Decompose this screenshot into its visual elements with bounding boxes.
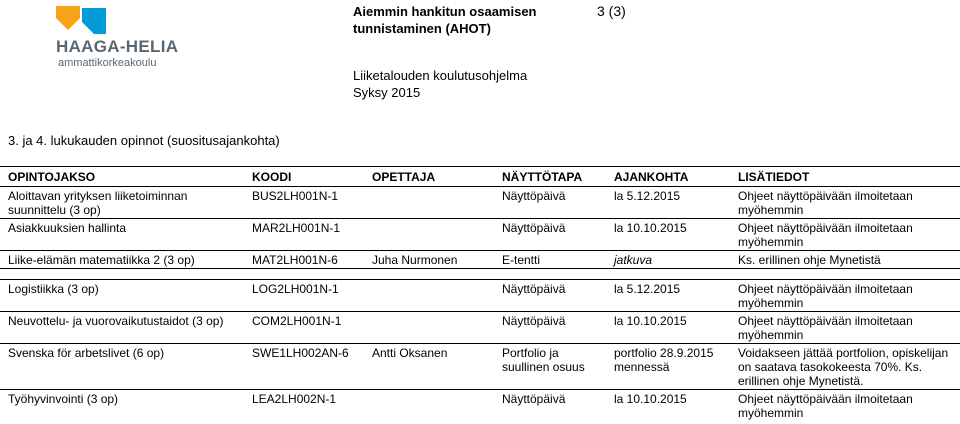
info: Ohjeet näyttöpäivään ilmoitetaan myöhemmin: [730, 187, 960, 219]
course-code: BUS2LH001N-1: [244, 187, 364, 219]
course-name: Logistiikka (3 op): [0, 280, 244, 312]
table-row: [0, 219, 960, 251]
course-name: Työhyvinvointi (3 op): [8, 392, 119, 406]
program-info: [353, 67, 527, 101]
logo-subtitle: ammattikorkeakoulu: [58, 57, 157, 69]
method: Näyttöpäivä: [494, 280, 606, 312]
program-name: Liiketalouden koulutusohjelma: [353, 68, 528, 83]
info: Ohjeet näyttöpäivään ilmoitetaan myöhemmin: [730, 280, 960, 312]
table-header-row: [0, 167, 960, 187]
logo-mark-icon: [52, 4, 122, 38]
method: Portfolio ja suullinen osuus: [494, 344, 606, 390]
header-course: OPINTOJAKSO: [0, 167, 244, 187]
method: Näyttöpäivä: [494, 187, 606, 219]
page-number: 3 (3): [597, 3, 626, 19]
course-name: Asiakkuuksien hallinta: [0, 219, 244, 251]
course-code: COM2LH001N-1: [244, 312, 364, 344]
header-code: KOODI: [244, 167, 364, 187]
course-code: MAT2LH001N-6: [244, 251, 364, 269]
table-row: [0, 344, 960, 390]
header-info: LISÄTIEDOT: [730, 167, 960, 187]
table-spacer-row: [0, 269, 960, 280]
teacher: [364, 280, 494, 312]
info: Ks. erillinen ohje Mynetistä: [730, 251, 960, 269]
course-code: LOG2LH001N-1: [244, 280, 364, 312]
time: la 5.12.2015: [606, 280, 730, 312]
info: Ohjeet näyttöpäivään ilmoitetaan myöhemmin: [730, 219, 960, 251]
teacher: [364, 187, 494, 219]
table-row: [0, 312, 960, 344]
course-name: Aloittavan yrityksen liiketoiminnan suunnittelu (3 op): [0, 187, 244, 219]
teacher: [364, 312, 494, 344]
method: Näyttöpäivä: [494, 219, 606, 251]
time: jatkuva: [606, 251, 730, 269]
time: la 10.10.2015: [606, 312, 730, 344]
table-row: [0, 280, 960, 312]
course-code: SWE1LH002AN-6: [244, 344, 364, 390]
method: E-tentti: [494, 251, 606, 269]
section-title: 3. ja 4. lukukauden opinnot (suositusajankohta): [8, 133, 280, 148]
logo-name: HAAGA-HELIA: [56, 37, 179, 56]
table-row: [0, 251, 960, 269]
course-code: LEA2LH002N-1: [252, 392, 337, 406]
haaga-helia-logo: [52, 4, 182, 70]
method: Näyttöpäivä: [494, 312, 606, 344]
info: Ohjeet näyttöpäivään ilmoitetaan myöhemmin: [730, 312, 960, 344]
term: Syksy 2015: [353, 85, 421, 100]
time: la 10.10.2015: [606, 219, 730, 251]
method: Näyttöpäivä: [502, 392, 566, 406]
time: portfolio 28.9.2015 mennessä: [606, 344, 730, 390]
table-row: [0, 187, 960, 219]
header-teacher: OPETTAJA: [364, 167, 494, 187]
header-method: NÄYTTÖTAPA: [494, 167, 606, 187]
teacher: Juha Nurmonen: [364, 251, 494, 269]
course-table: [0, 166, 960, 421]
header-time: AJANKOHTA: [606, 167, 730, 187]
time: la 5.12.2015: [606, 187, 730, 219]
teacher: Antti Oksanen: [364, 344, 494, 390]
time: la 10.10.2015: [614, 392, 687, 406]
course-name: Svenska för arbetslivet (6 op): [0, 344, 244, 390]
course-name: Liike-elämän matematiikka 2 (3 op): [0, 251, 244, 269]
course-name: Neuvottelu- ja vuorovaikutustaidot (3 op): [0, 312, 244, 344]
info: Voidakseen jättää portfolion, opiskelijan on saatava tasokokeesta 70%. Ks. erillinen ohje Mynetistä.: [730, 344, 960, 390]
table-row: [0, 390, 960, 422]
course-code: MAR2LH001N-1: [244, 219, 364, 251]
document-title: Aiemmin hankitun osaamisen tunnistaminen (AHOT): [353, 4, 537, 36]
teacher: [364, 390, 494, 422]
info: Ohjeet näyttöpäivään ilmoitetaan myöhemmin: [738, 392, 913, 420]
teacher: [364, 219, 494, 251]
